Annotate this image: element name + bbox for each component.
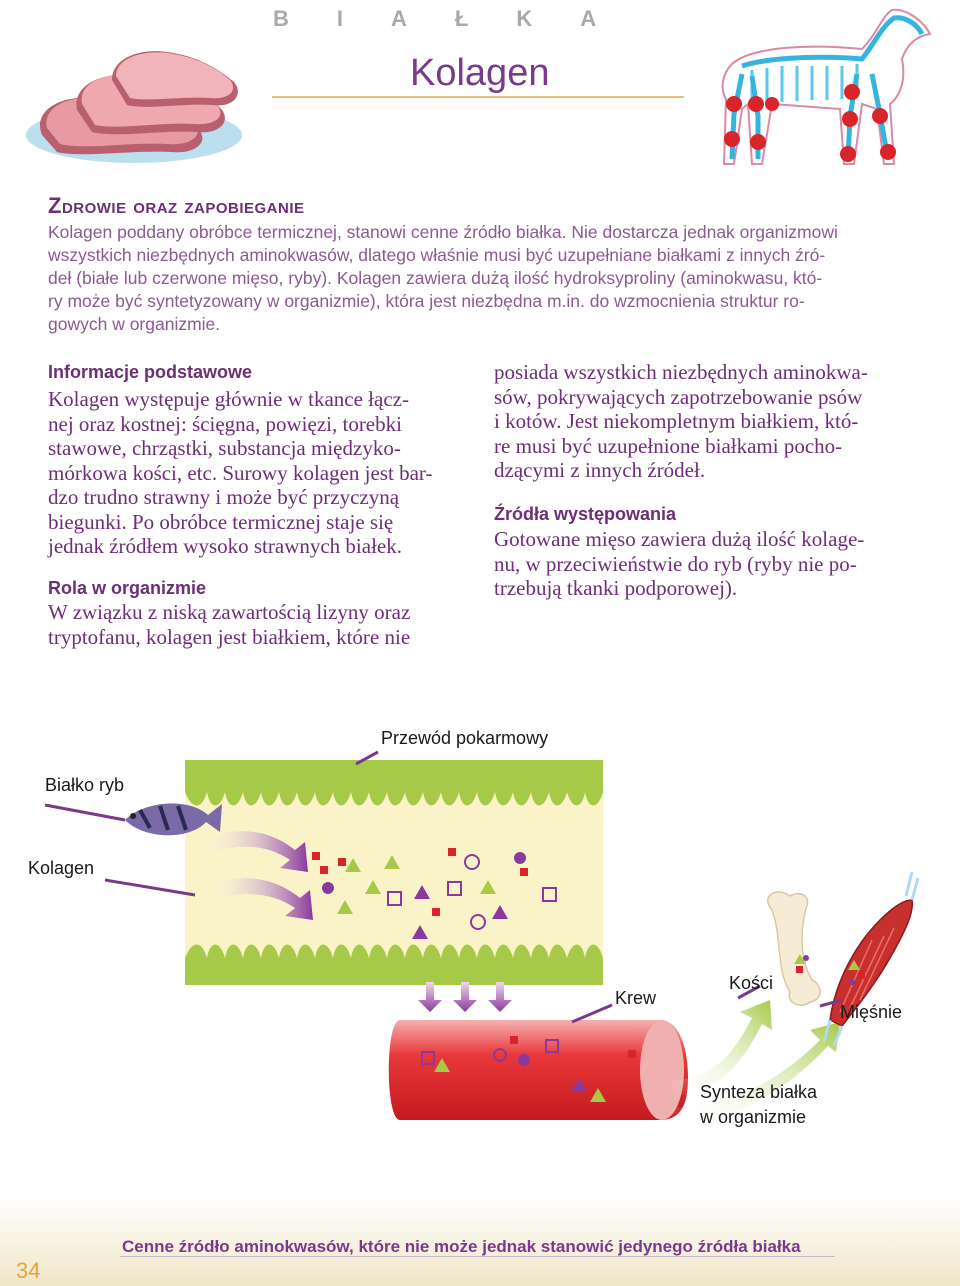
cont-line: posiada wszystkich niezbędnych aminokwa- [494,360,868,384]
bone-icon [768,892,820,1005]
intestine-top-wall [185,760,603,806]
dog-skeleton-illustration [712,4,937,182]
basic-line: Kolagen występuje głównie w tkance łącz- [48,387,409,411]
label-bones: Kości [729,973,774,993]
meat-illustration [22,40,247,165]
title-underline [272,96,684,98]
intro-line: gowych w organizmie. [48,314,221,334]
blood-pointer-line [572,1005,612,1022]
basic-line: jednak źródłem wysoko strawnych białek. [48,534,402,558]
basic-line: mórkowa kości, etc. Surowy kolagen jest bar- [48,460,433,485]
intro-line: wszystkich niezbędnych aminokwasów, dlatego właśnie musi być uzupełniane białkami z innych źró- [48,245,826,265]
basic-line: nej oraz kostnej: ścięgna, powięzi, torebki [48,411,402,436]
role-line: W związku z niską zawartością lizyny oraz [48,600,411,624]
absorption-arrow [418,982,442,1012]
sources-heading: Źródła występowania [494,504,677,524]
sources-line: trzebują tkanki podporowej). [494,576,738,600]
basic-info-heading: Informacje podstawowe [48,362,253,382]
label-fish-protein: Białko ryb [45,775,125,795]
footer-text: Cenne źródło aminokwasów, które nie może jednak stanowić jedynego źródła białka [122,1237,801,1256]
basic-line: biegunki. Po obróbce termicznej staje się [48,509,394,534]
fish-pointer-line [45,805,125,820]
sources-line: nu, w przeciwieństwie do ryb (ryby nie po- [494,551,857,576]
page-title: Kolagen [410,52,550,94]
label-collagen: Kolagen [28,858,95,878]
label-synthesis-line: Synteza białka [700,1082,818,1102]
cont-line: dzącymi z innych źródeł. [494,458,706,482]
label-muscles: Mięśnie [840,1002,903,1022]
intro-heading: Zdrowie oraz zapobieganie [48,193,305,218]
intestine-bottom-wall [185,945,603,986]
section-label: BIAŁKA [273,6,645,31]
sources-line: Gotowane mięso zawiera dużą ilość kolage- [494,527,865,551]
label-synthesis-line: w organizmie [700,1107,807,1127]
collagen-pointer-line [105,880,195,895]
basic-line: dzo trudno strawny i może być przyczyną [48,485,400,509]
absorption-arrow [488,982,512,1012]
intro-line: ry może być syntetyzowany w organizmie), która jest niezbędna m.in. do wzmocnienia struktur ro- [48,291,805,311]
label-blood: Krew [615,988,657,1008]
label-digestive-tract: Przewód pokarmowy [381,728,549,748]
intro-text [48,221,918,336]
intro-line: Kolagen poddany obróbce termicznej, stanowi cenne źródło białka. Nie dostarcza jednak organizmowi [48,222,838,242]
sources-text [494,527,914,601]
cont-line: re musi być uzupełnione białkami pocho- [494,433,843,458]
role-text [48,600,468,649]
basic-info-text [48,387,468,559]
blood-vessel-end [640,1020,684,1120]
basic-line: stawowe, chrząstki, substancja międzyko- [48,436,401,460]
cont-line: sów, pokrywających zapotrzebowanie psów [494,384,863,409]
label-synthesis [700,1080,817,1130]
page-number: 34 [16,1258,41,1283]
cont-line: i kotów. Jest niekompletnym białkiem, któ- [494,409,859,433]
role-heading: Rola w organizmie [48,578,207,598]
intro-line: deł (białe lub czerwone mięso, ryby). Kolagen zawiera dużą ilość hydroksyproliny (aminokwasu, któ- [48,268,823,288]
role-continued-text [494,360,914,483]
role-line: tryptofanu, kolagen jest białkiem, które nie [48,624,411,649]
absorption-arrow [453,982,477,1012]
